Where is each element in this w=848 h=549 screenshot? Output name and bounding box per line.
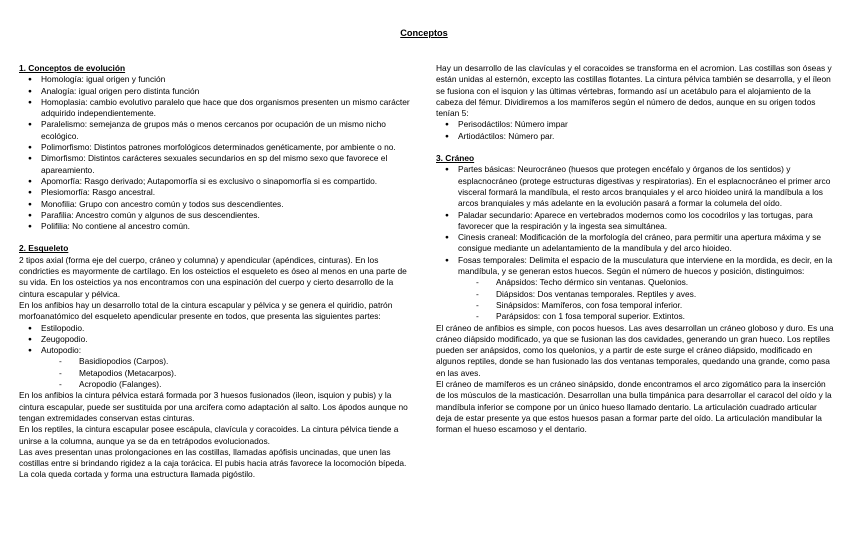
paragraph: En los anfibios la cintura pélvica estará formada por 3 huesos fusionados (ileon, isquion y pubis) y la cintura escapular, puede ser sustituida por una arcifera como adaptación al salto. Los ápodos aunque no tengan extremidades conservan estas cinturas.: [19, 390, 408, 423]
list-item: ● Analogía: igual origen pero distinta función: [19, 86, 413, 97]
right-column: [436, 63, 834, 436]
section-heading-evolucion: 1. Conceptos de evolución: [19, 63, 126, 73]
list-item: - Acropodio (Falanges).: [19, 379, 413, 390]
list-item: ● Monofilia: Grupo con ancestro común y todos sus descendientes.: [19, 199, 413, 210]
quiridio-parts-list: [19, 323, 413, 357]
paragraph: En los anfibios hay un desarrollo total de la cintura escapular y pélvica y se genera el quiridio, patrón morfoanatómico del esqueleto apendicular presente en todos, que presenta las siguientes partes:: [19, 299, 393, 322]
temporal-fossae-sublist: [436, 277, 834, 322]
skull-concepts-list: [436, 164, 834, 277]
list-item: - Basidiopodios (Carpos).: [19, 356, 413, 367]
list-item: - Diápsidos: Dos ventanas temporales. Reptiles y aves.: [436, 289, 834, 300]
list-item: ● Partes básicas: Neurocráneo (huesos que protegen encéfalo y órganos de los sentidos) y esplacnocráneo (protege estructuras digestivas y respiratorias). En el esplacnocráneo el primer arco visceral formará la mandíbula, el resto arcos branquiales y el arco hioideo unirá la mandíbula a los arcos branquiales y más adelante en la evolución pasará a formar la columela del oído.: [436, 164, 834, 209]
list-item: ● Homología: igual origen y función: [19, 74, 413, 85]
list-item: ● Cinesis craneal: Modificación de la morfología del cráneo, para permitir una apertura máxima y se consigue mediante un adelantamiento de la mandíbula y del arco hioideo.: [436, 232, 834, 255]
list-item: ● Plesiomorfía: Rasgo ancestral.: [19, 187, 413, 198]
paragraph: En los reptiles, la cintura escapular posee escápula, clavícula y coracoides. La cintura pélvica tiende a unirse a la columna, aunque ya se da en tetrápodos evolucionados.: [19, 424, 399, 446]
list-item: - Metapodios (Metacarpos).: [19, 368, 413, 379]
list-item: ● Apomorfía: Rasgo derivado; Autapomorfía si es exclusivo o sinapomorfía si es compartido.: [19, 176, 413, 187]
evolution-concepts-list: [19, 74, 413, 232]
section-heading-esqueleto: 2. Esqueleto: [19, 243, 69, 254]
paragraph: El cráneo de anfibios es simple, con pocos huesos. Las aves desarrollan un cráneo globoso y duro. Es una cráneo diápsido modificado, ya que se fusionan las dos cavidades, generando un gran hueco. Los reptiles pueden ser anápsidos, como los quelonios, y a partir de este surge el cráneo diápsido, modificado en algunos reptiles, donde se han fusionado las dos ventanas temporales, quedando una grande, como pasa en las aves.: [436, 322, 834, 378]
paragraph: 2 tipos axial (forma eje del cuerpo, cráneo y columna) y apendicular (apéndices, cinturas). En los condricties es mayormente de cartílago. En los osteictios el esqueleto es óseo al menos en una parte de su vida. En los osteictios ya nos encontramos con una espinación del cuerpo y cierto desarrollo de la cintura escapular y pélvica.: [19, 254, 407, 299]
left-column: [19, 63, 413, 481]
paragraph: Las aves presentan unas prolongaciones en las costillas, llamadas apófisis uncinadas, que unen las costillas entre si brindando rigidez a la caja torácica. El pubis hacia atrás favorece la locomoción bípeda. La cola queda cortada y forma una estructura llamada pigóstilo.: [19, 446, 407, 480]
dedos-list: [436, 119, 834, 142]
list-item: ● Autopodio:: [19, 345, 413, 356]
list-item: ● Parafilia: Ancestro común y algunos de sus descendientes.: [19, 210, 413, 221]
list-item: ● Polimorfismo: Distintos patrones morfológicos determinados genéticamente, por ambiente o no.: [19, 142, 413, 153]
page-title: Conceptos: [400, 28, 448, 38]
list-item: ● Polifilia: No contiene al ancestro común.: [19, 221, 413, 232]
section-heading-craneo: 3. Cráneo: [436, 153, 475, 164]
list-item: ● Paralelismo: semejanza de grupos más o menos cercanos por ocupación de un mismo nicho ecológico.: [19, 119, 413, 142]
list-item: ● Homoplasia: cambio evolutivo paralelo que hace que dos organismos presenten un mismo carácter adquirido independientemente.: [19, 97, 413, 120]
list-item: - Sinápsidos: Mamíferos, con fosa temporal inferior.: [436, 300, 834, 311]
list-item: ● Perisodáctilos: Número impar: [436, 119, 834, 130]
list-item: ● Estilopodio.: [19, 323, 413, 334]
list-item: ● Zeugopodio.: [19, 334, 413, 345]
list-item: - Parápsidos: con 1 fosa temporal superior. Extintos.: [436, 311, 834, 322]
list-item: - Anápsidos: Techo dérmico sin ventanas. Quelonios.: [436, 277, 834, 288]
paragraph: Hay un desarrollo de las clavículas y el coracoides se transforma en el acromion. Las costillas son óseas y están unidas al esternón, excepto las costillas flotantes. La cintura pélvica también se desarrolla, y el íleon se fusiona con el isquion y las últimas vértebras, formando así un acetábulo para el alojamiento de la cabeza del fémur. Dividiremos a los mamíferos según el número de dedos, aunque en su origen todos tenían 5:: [436, 63, 832, 119]
list-item: ● Paladar secundario: Aparece en vertebrados modernos como los cocodrilos y las tortugas, para favorecer que la respiración y la ingesta sea simultánea.: [436, 210, 834, 233]
list-item: ● Dimorfismo: Distintos carácteres sexuales secundarios en sp del mismo sexo que favorece el apareamiento.: [19, 153, 413, 176]
autopodio-sublist: [19, 356, 413, 390]
list-item: ● Artiodáctilos: Número par.: [436, 131, 834, 142]
list-item: ● Fosas temporales: Delimita el espacio de la musculatura que interviene en la mordida, es decir, en la mandíbula, y se generan estos huecos. Según el número de huecos y posición, distinguimos:: [436, 255, 834, 278]
paragraph: El cráneo de mamíferos es un cráneo sinápsido, donde encontramos el arco zigomático para la inserción de los músculos de la masticación. Desarrollan una bulla timpánica para desarrollar el caracol del oído y la mandíbula inferior se compone por un único hueso llamado dentario. La articulación cuadrado articular deja de estar presente ya que estos huesos pasan a formar parte del oído. La articulación mandibular la forman el hueso escamoso y el dentario.: [436, 379, 832, 435]
